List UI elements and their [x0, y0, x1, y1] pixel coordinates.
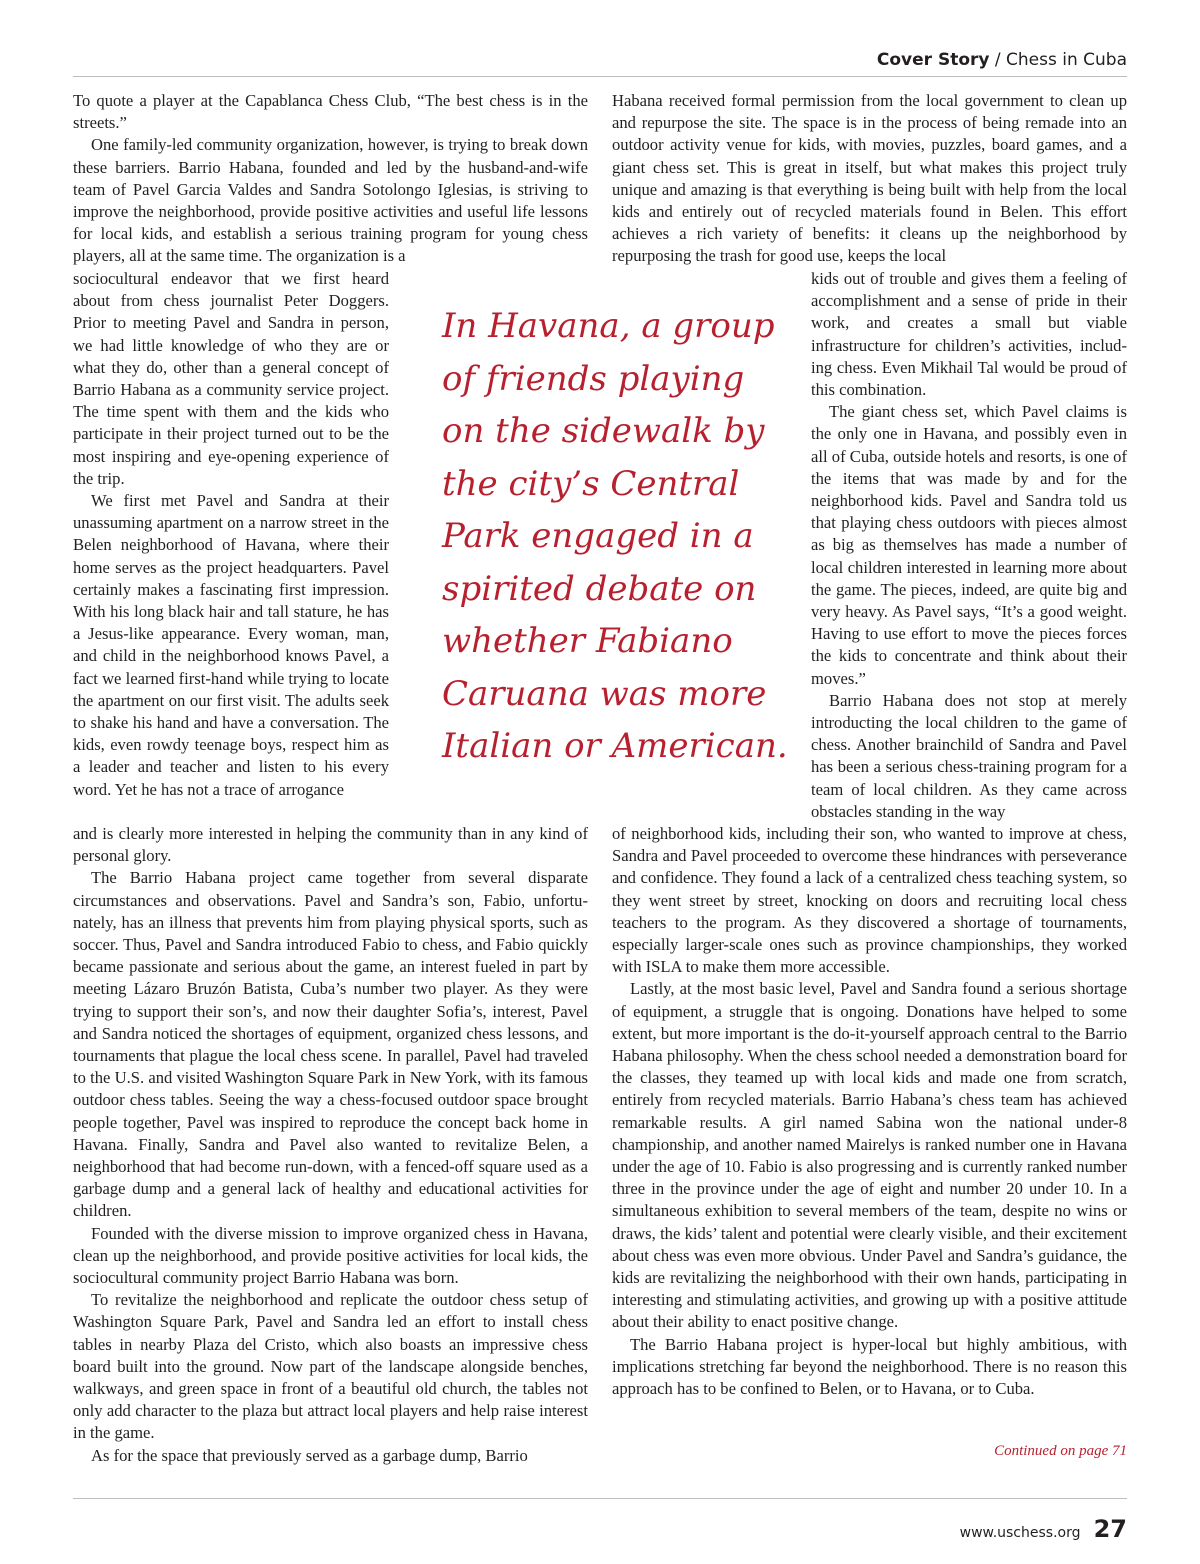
paragraph: Habana received formal permission from the local government to clean up and repurpose the site. The space is in the process of being remade into an outdoor activity venue for kids, with movies, puzzles, board games, and a giant chess set. This is great in itself, but what makes this project truly unique and amazing is that everything is being built with help from the local kids and entirely out of recycled materials found in Belen. This effort achieves a rich variety of benefits: it cleans up the neighborhood by repurposing the trash for good use, keeps the local [612, 91, 1127, 266]
continued-on-page: Continued on page 71 [994, 1443, 1127, 1459]
running-header [73, 50, 1127, 76]
page-footer [960, 1515, 1127, 1543]
paragraph: The Barrio Habana project came together from several disparate circumstances and observations. Pavel and Sandra’s son, Fabio, unfortunately, has an illness that prevents him from playing physical sports, such as soccer. Thus, Pavel and Sandra introduced Fabio to chess, and Fabio quickly became passionate and serious about the game, an interest fueled in part by meeting Lázaro Bruzón Batista, Cuba’s number two player. As they were trying to support their son’s, and now their daughter Sofia’s, interest, Pavel and Sandra noticed the shortages of equipment, organized chess lessons, and tournaments that plague the local chess scene. In parallel, Pavel had traveled to the U.S. and visited Washington Square Park in New York, with its famous outdoor chess tables. Seeing the way a chess-focused outdoor space brought people together, Pavel was inspired to reproduce the concept back home in Havana. Finally, Sandra and Pavel also wanted to revitalize Belen, a neighborhood that had become run-down, with a fenced-off square used as a garbage dump and a general lack of healthy and educational activities for children. [73, 868, 588, 1221]
paragraph: of neighborhood kids, including their son, who wanted to improve at chess, Sandra and Pavel proceeded to overcome these hindrances with perseverance and confidence. They found a lack of a centralized chess teaching system, so they went street by street, knocking on doors and recruiting local chess teachers to the program. As they discovered a shortage of tournaments, especially larger-scale ones such as province championships, they worked with ISLA to make them more accessible. [612, 824, 1127, 977]
left-column-bottom [73, 823, 588, 1467]
paragraph: One family-led community organization, however, is trying to break down these barriers. Barrio Habana, founded and led by the husband-and-wife team of Pavel Garcia Valdes and Sandra Sotolongo Iglesias, is striving to improve the neighborhood, provide positive activities and useful life lessons for local kids, and establish a serious training program for young chess players, all at the same time. The organization is a [73, 135, 588, 266]
right-column-middle [811, 268, 1127, 823]
paragraph: kids out of trouble and gives them a feeling of accomplishment and a sense of pride in their work, and creates a small but viable infrastructure for children’s activities, including chess. Even Mikhail Tal would be proud of this combination. [811, 269, 1127, 400]
header-rule [73, 76, 1127, 77]
paragraph: sociocultural endeavor that we first heard about from chess journalist Peter Doggers. Prior to meeting Pavel and Sandra in person, we had little knowledge of who they are or what they do, other than a general concept of Barrio Habana as a community service project. The time spent with them and the kids who participate in their project turned out to be the most inspiring and eye-opening experience of the trip. [73, 269, 389, 488]
paragraph: The giant chess set, which Pavel claims is the only one in Havana, and possibly even in all of Cuba, outside hotels and resorts, is one of the items that was made by and for the neighborhood kids. Pavel and Sandra told us that playing chess outdoors with pieces almost as big as themselves has made a number of local children interested in learning more about the game. The pieces, indeed, are quite big and very heavy. As Pavel says, “It’s a good weight. Having to use effort to move the pieces forces the kids to concentrate and think about their moves.” [811, 402, 1127, 688]
paragraph: As for the space that previously served as a garbage dump, Barrio [91, 1445, 528, 1465]
footer-rule [73, 1498, 1127, 1499]
paragraph: and is clearly more interested in helping the community than in any kind of personal glory. [73, 824, 588, 866]
paragraph: Lastly, at the most basic level, Pavel and Sandra found a serious shortage of equipment, a struggle that is ongoing. Donations have helped to some extent, but more important is the do-it-yourself approach central to the Barrio Habana philosophy. When the chess school needed a demonstration board for the classes, they teamed up with local kids and made one from scratch, entirely from recycled materials. Barrio Habana’s chess team has achieved remarkable results. A girl named Sabina won the national under-8 championship, and another named Mairelys is ranked number one in Havana under the age of 10. Fabio is also progressing and is currently ranked number three in the province under the age of eight and number 20 under 10. In a simultaneous exhibition to several members of the team, despite no wins or draws, the kids’ talent and potential were clearly visible, and their excitement about chess was even more obvious. Under Pavel and Sandra’s guidance, the kids are revitalizing the neighborhood with their own hands, participating in interesting and stimulating activities, and growing up with a positive attitude about their ability to enact positive change. [612, 979, 1127, 1332]
section-label: Cover Story [876, 50, 990, 70]
pull-quote: In Havana, a group of friends playing on the sidewalk by the city’s Central Park engaged in a spirited debate on whether Fabiano Caruana was more Italian or American. [442, 306, 788, 766]
right-column-bottom [612, 823, 1127, 1400]
page-number: 27 [1093, 1515, 1127, 1543]
left-column-middle [73, 268, 389, 801]
paragraph: We first met Pavel and Sandra at their unassuming apartment on a narrow street in the Belen neighborhood of Havana, where their home serves as the project headquarters. Pavel certainly makes a fascinating first impression. With his long black hair and tall stature, he has a Jesus-like appearance. Every woman, man, and child in the neighborhood knows Pavel, a fact we learned first-hand while trying to locate the apartment on our first visit. The adults seek to shake his hand and have a conversation. The kids, even rowdy teenage boys, respect him as a leader and teacher and listen to his every word. Yet he has not a trace of arrogance [73, 491, 389, 799]
paragraph: The Barrio Habana project is hyper-local but highly ambitious, with implications stretching far beyond the neighborhood. There is no reason this approach has to be confined to Belen, or to Havana, or to Cuba. [612, 1334, 1127, 1399]
topic-label: Chess in Cuba [1006, 50, 1127, 70]
paragraph: Founded with the diverse mission to improve organized chess in Havana, clean up the neighborhood, and provide positive activities for local kids, the sociocultural community project Barrio Habana was born. [73, 1223, 588, 1288]
right-column-top [612, 90, 1127, 268]
paragraph: To revitalize the neighborhood and replicate the outdoor chess setup of Washington Square Park, Pavel and Sandra led an effort to install chess tables in nearby Plaza del Cristo, which also boasts an impressive chess board built into the ground. Now part of the landscape alongside benches, walkways, and green space in front of a beautiful old church, the tables not only add character to the plaza but attract local players and help raise interest in the game. [73, 1290, 588, 1443]
paragraph: Barrio Habana does not stop at merely introducting the local children to the game of chess. Another brainchild of Sandra and Pavel has been a serious chess-training program for a team of local children. As they came across obstacles standing in the way [811, 690, 1127, 821]
left-column-top [73, 90, 588, 268]
website-url: www.uschess.org [959, 1525, 1081, 1541]
header-separator: / [989, 50, 1007, 70]
paragraph: To quote a player at the Capablanca Chess Club, “The best chess is in the streets.” [73, 91, 588, 133]
